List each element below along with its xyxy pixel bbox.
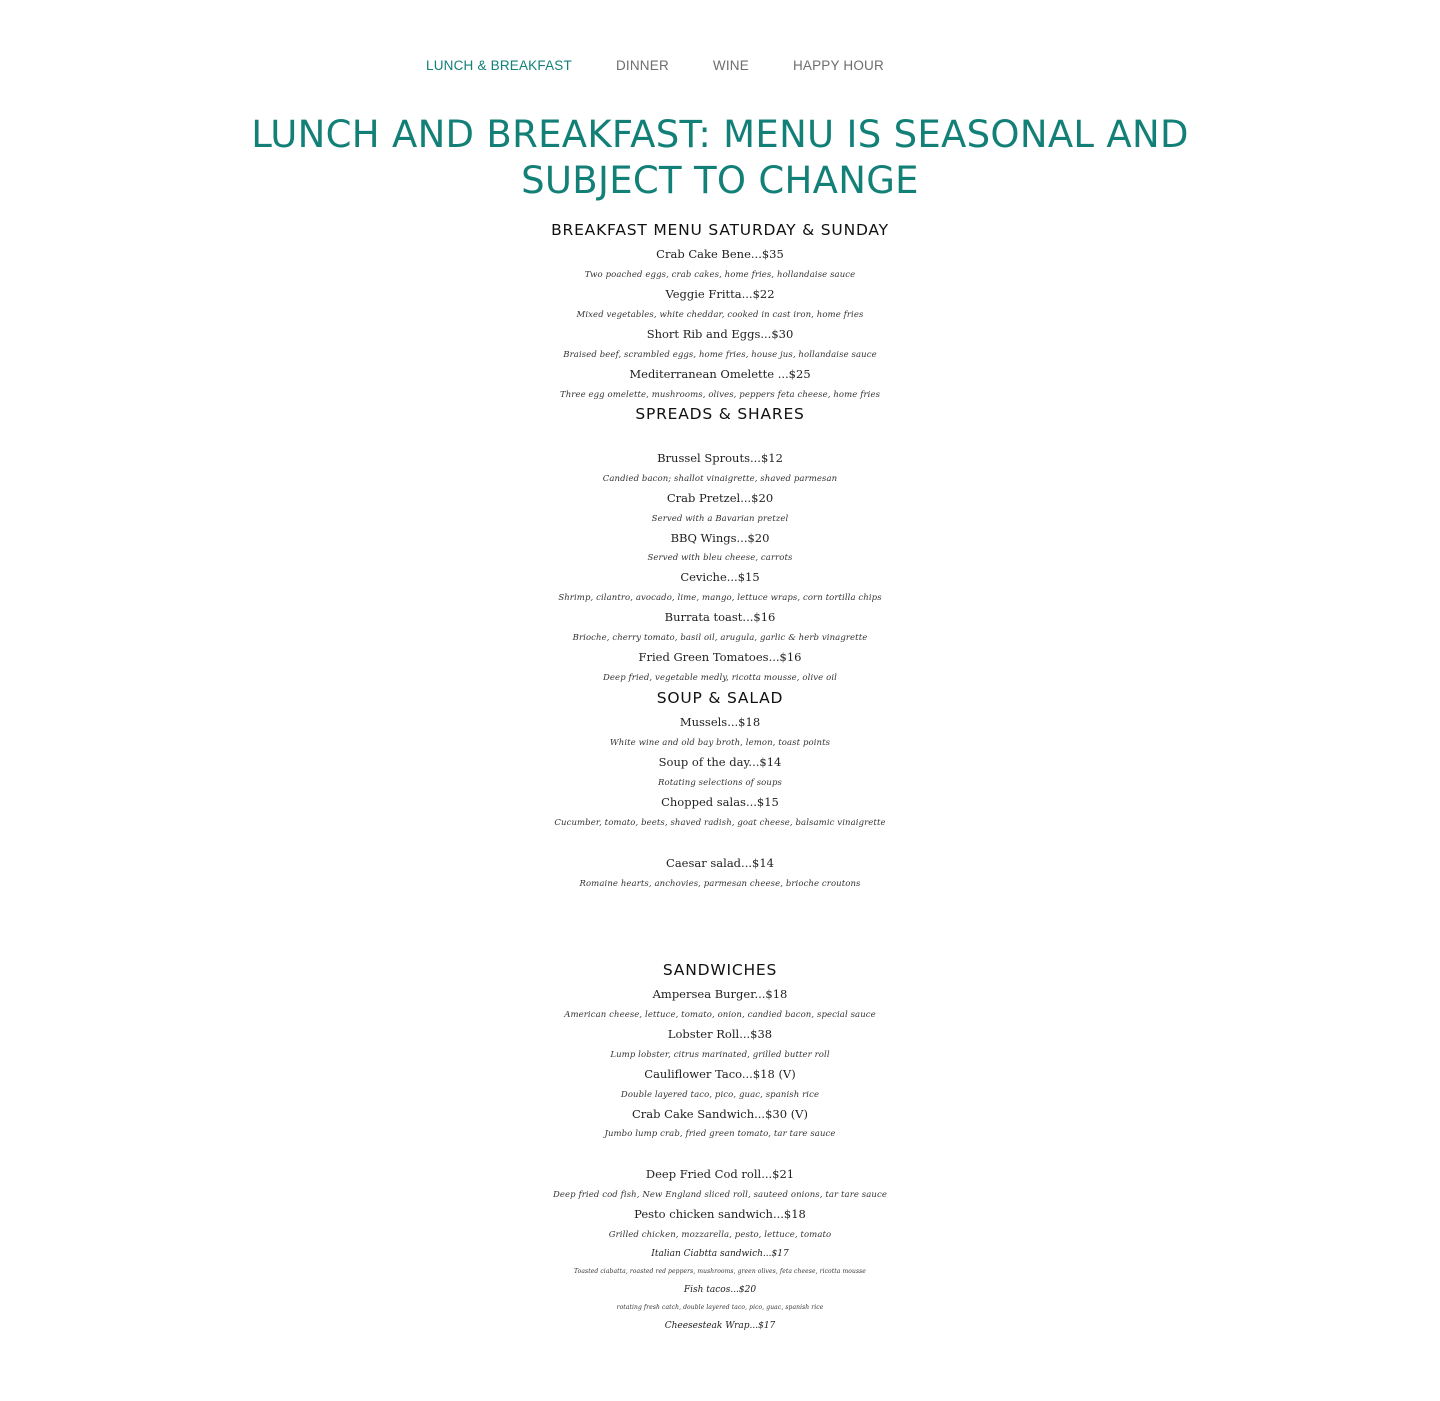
section-title-sandwiches: SANDWICHES	[662, 961, 778, 979]
menu-item-description: Double layered taco, pico, guac, spanish rice	[620, 1090, 820, 1100]
menu-item-name: Lobster Roll...$38	[667, 1027, 773, 1041]
menu-item-name: Cheesesteak Wrap...$17	[664, 1321, 776, 1331]
menu-item-name: Deep Fried Cod roll...$21	[645, 1167, 795, 1181]
section-title-soup-salad: SOUP & SALAD	[656, 689, 784, 707]
menu-item-description: Served with a Bavarian pretzel	[651, 514, 789, 524]
menu-item-description: Candied bacon; shallot vinaigrette, shaved parmesan	[602, 474, 838, 484]
menu-item-name: BBQ Wings...$20	[670, 531, 770, 545]
menu-item-name: Cauliflower Taco...$18 (V)	[644, 1067, 796, 1081]
menu-item-name: Mussels...$18	[679, 715, 761, 729]
menu-item-description: Cucumber, tomato, beets, shaved radish, goat cheese, balsamic vinaigrette	[554, 818, 886, 828]
menu-item-name: Pesto chicken sandwich...$18	[634, 1207, 806, 1221]
menu-item-description: American cheese, lettuce, tomato, onion, candied bacon, special sauce	[564, 1010, 876, 1020]
menu-item-description: Lump lobster, citrus marinated, grilled butter roll	[610, 1050, 830, 1060]
menu-content	[420, 220, 1020, 1334]
menu-item-description: Romaine hearts, anchovies, parmesan cheese, brioche croutons	[579, 879, 861, 889]
page-title: LUNCH AND BREAKFAST: MENU IS SEASONAL AND SUBJECT TO CHANGE	[251, 113, 1189, 202]
menu-item-name: Mediterranean Omelette ...$25	[629, 367, 811, 381]
menu-item-description: Brioche, cherry tomato, basil oil, arugula, garlic & herb vinagrette	[572, 633, 868, 643]
menu-item-name: Chopped salas...$15	[661, 795, 779, 809]
nav-wine[interactable]: WINE	[712, 58, 749, 73]
menu-item-name: Fish tacos...$20	[683, 1285, 757, 1295]
menu-item-name: Italian Ciabtta sandwich...$17	[651, 1249, 789, 1259]
menu-item-name: Crab Pretzel...$20	[666, 491, 774, 505]
menu-item-description: Three egg omelette, mushrooms, olives, peppers feta cheese, home fries	[559, 390, 881, 400]
menu-item-name: Ampersea Burger...$18	[652, 987, 788, 1001]
menu-item-name: Fried Green Tomatoes...$16	[638, 650, 802, 664]
menu-item-description: Braised beef, scrambled eggs, home fries, house jus, hollandaise sauce	[563, 350, 877, 360]
menu-item-description: Deep fried cod fish, New England sliced roll, sauteed onions, tar tare sauce	[553, 1190, 887, 1200]
section-title-spreads: SPREADS & SHARES	[635, 405, 805, 423]
menu-item-name: Crab Cake Bene...$35	[656, 247, 784, 261]
menu-item-name: Veggie Fritta...$22	[665, 287, 775, 301]
nav-lunch-breakfast[interactable]: LUNCH & BREAKFAST	[426, 58, 572, 73]
menu-item-name: Short Rib and Eggs...$30	[646, 327, 794, 341]
menu-item-description: Rotating selections of soups	[658, 778, 782, 788]
menu-item-description: Grilled chicken, mozzarella, pesto, lettuce, tomato	[608, 1230, 832, 1240]
menu-item-name: Soup of the day...$14	[658, 755, 782, 769]
menu-item-name: Brussel Sprouts...$12	[657, 451, 783, 465]
menu-item-description: Served with bleu cheese, carrots	[647, 553, 793, 563]
menu-item-name: Burrata toast...$16	[664, 610, 776, 624]
menu-item-description: Jumbo lump crab, fried green tomato, tar tare sauce	[604, 1129, 836, 1139]
menu-item-description: rotating fresh catch, double layered taco, pico, guac, spanish rice	[616, 1304, 824, 1311]
menu-item-name: Caesar salad...$14	[666, 856, 774, 870]
menu-item-name: Ceviche...$15	[680, 570, 760, 584]
menu-nav	[426, 58, 928, 74]
menu-item-description: Shrimp, cilantro, avocado, lime, mango, lettuce wraps, corn tortilla chips	[558, 593, 882, 603]
menu-item-description: Mixed vegetables, white cheddar, cooked in cast iron, home fries	[576, 310, 864, 320]
menu-item-description: White wine and old bay broth, lemon, toast points	[609, 738, 831, 748]
menu-item-description: Deep fried, vegetable medly, ricotta mousse, olive oil	[603, 673, 837, 683]
menu-item-description: Two poached eggs, crab cakes, home fries, hollandaise sauce	[584, 270, 856, 280]
nav-dinner[interactable]: DINNER	[615, 58, 669, 73]
menu-item-description: Toasted ciabatta, roasted red peppers, mushrooms, green olives, feta cheese, ricotta mousse	[574, 1268, 866, 1275]
nav-happy-hour[interactable]: HAPPY HOUR	[792, 58, 884, 73]
menu-item-name: Crab Cake Sandwich...$30 (V)	[632, 1107, 808, 1121]
section-title-breakfast: BREAKFAST MENU SATURDAY & SUNDAY	[551, 221, 889, 239]
